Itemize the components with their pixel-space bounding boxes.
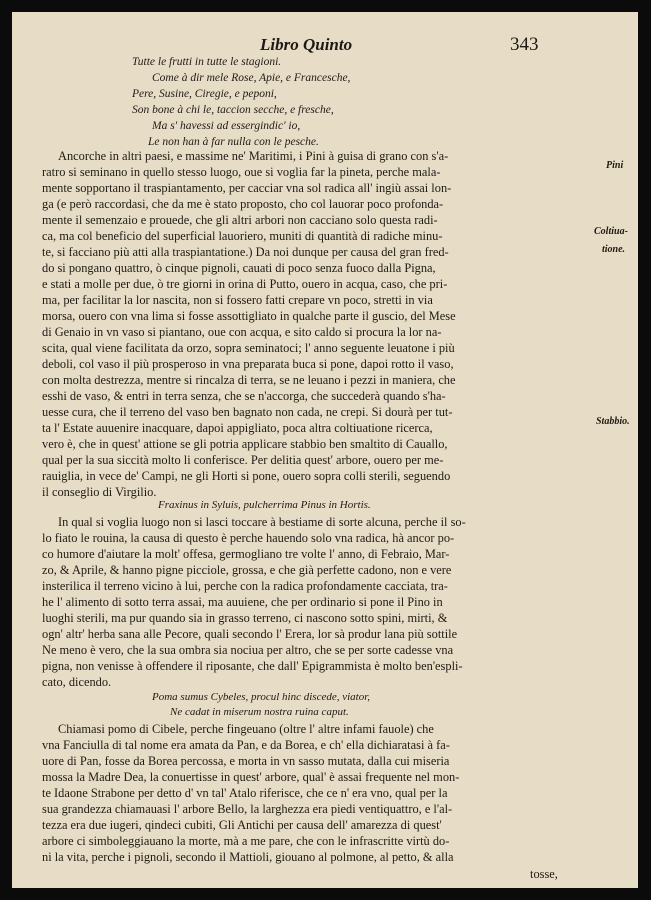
margin-note: Pini (606, 160, 624, 171)
text-line: In qual si voglia luogo non si lasci toccare à bestiame di sorte alcuna, perche il so- (58, 515, 466, 529)
text-line: Ne meno è vero, che la sua ombra sia nociua per altro, che se per sorte cadesse vna (42, 643, 454, 657)
verse-line: Pere, Susine, Ciregie, e peponi, (132, 88, 277, 100)
text-line: sua grandezza chiamauasi l' arbore Bello, la larghezza era piedi ventiquattro, e l'al- (42, 802, 453, 816)
text-line: ratro si seminano in quello stesso luogo, oue si voglia far la pineta, perche mala- (42, 165, 441, 179)
running-head: Libro Quinto (260, 35, 353, 54)
text-line: pigna, non venisse à offendere il riposante, che dall' Epigrammista è molto ben'espli- (42, 659, 463, 673)
text-line: vero è, che in quest' attione se gli potria applicare stabbio ben smaltito di Cauallo, (42, 437, 448, 451)
text-line: arbore ci simboleggiauano la morte, mà a me pare, che con le infrascritte virtù do- (42, 834, 450, 848)
text-line: Ancorche in altri paesi, e massime ne' Maritimi, i Pini à guisa di grano con s'a- (58, 149, 449, 163)
text-line: luoghi sterili, ma pur quando sia in grasso terreno, ci nascono sotto spini, mirti, & (42, 611, 448, 625)
text-line: ta l' Estate auuenire inacquare, dapoi appigliato, poca altra coltiuatione ricerca, (42, 421, 433, 435)
text-line: con molta destrezza, mentre si rincalza di terra, se ne leuano i pezzi in maniera, che (42, 373, 456, 387)
text-line: deboli, col vaso il più prosperoso in vna preparata buca si pone, dapoi rotto il vaso, (42, 357, 454, 371)
text-line: e stati a molle per due, ò tre giorni in orina di Putto, ouero in acqua, caso, che pri- (42, 277, 448, 291)
text-line: il conseglio di Virgilio. (42, 485, 157, 499)
verse-line: Tutte le frutti in tutte le stagioni. (132, 56, 282, 68)
margin-note: tione. (602, 244, 626, 255)
catchword: tosse, (530, 867, 558, 881)
text-line: uore di Pan, fosse da Borea percossa, e morta in vn sasso mutata, dalla cui miseria (42, 754, 450, 768)
margin-note: Coltiua- (594, 226, 628, 237)
text-line: mente sopportano il traspiantamento, per cacciar vna sol radica all' ingiù assai lon- (42, 181, 452, 195)
book-page (12, 12, 638, 888)
text-line: esshi de vaso, & entri in terra senza, che se n'accorga, che succederà quando s'ha- (42, 389, 446, 403)
text-line: vna Fanciulla di tal nome era amata da Pan, e da Borea, e ch' ella dichiaratasi à fa- (42, 738, 450, 752)
text-line: uesse cura, che il terreno del vaso ben bagnato non cada, ne crepi. Si dourà per tut- (42, 405, 453, 419)
text-line: di Genaio in vn vaso si piantano, oue con acqua, e sito caldo si procura la lor na- (42, 325, 442, 339)
text-line: ma, per facilitar la lor nascita, non si fossero fatti crepare vn poco, stretti in via (42, 293, 433, 307)
verse-line: Son bone à chi le, taccion secche, e fresche, (132, 104, 334, 116)
text-line: te, si facciano più atti alla traspiantatione.) Da noi dunque per causa del gran fred- (42, 245, 449, 259)
text-line: scita, qual viene facilitata da orzo, sopra seminatoci; l' anno seguente leuatone i più (42, 341, 455, 355)
verse-line: Come à dir mele Rose, Apie, e Francesche, (152, 72, 351, 84)
text-line: ogn' altr' herba sana alle Pecore, quali secondo l' Erera, lor sà produr lana più sottile (42, 627, 458, 641)
verse-line: Poma sumus Cybeles, procul hinc discede, viator, (152, 691, 371, 703)
text-line: ga (e però raccordasi, che da me è stato proposto, cho col lauorar poco profonda- (42, 197, 444, 211)
text-line: tezza era due iugeri, qindeci cubiti, Gli Antichi per causa dell' amarezza di quest' (42, 818, 442, 832)
text-line: insterilica il terreno vicino à lui, perche con la radica profondamente cacciata, tra- (42, 579, 448, 593)
text-line: mente il semenzaio e prouede, che gli altri arbori non cacciano solo questa radi- (42, 213, 438, 227)
text-line: qual per la sua siccità molto li conferisce. Per delitia quest' arbore, ouero per me- (42, 453, 444, 467)
text-line: rauiglia, in vece de' Campi, ne gli Horti si pone, ouero sopra colli sterili, seguendo (42, 469, 451, 483)
text-line: mossa la Madre Dea, la conuertisse in quest' arbore, qual' è assai frequente nel mon- (42, 770, 460, 784)
page-number: 343 (510, 34, 539, 55)
text-line: morsa, ouero con vna lima si fosse assottigliato in qualche parte il guscio, del Mese (42, 309, 456, 323)
text-line: ni la vita, perche i pignoli, secondo il Mattioli, giouano al polmone, al petto, & alla (42, 850, 454, 864)
text-line: cato, dicendo. (42, 675, 112, 689)
text-line: co humore d'aiutare la molt' offesa, germogliano tre volte l' anno, di Febraio, Mar- (42, 547, 450, 561)
verse-line: Ma s' havessi ad essergindic' io, (152, 120, 301, 132)
verse-line: Le non han à far nulla con le pesche. (148, 136, 319, 148)
citation: Fraxinus in Syluis, pulcherrima Pinus in Hortis. (158, 499, 371, 511)
text-line: zo, & Aprile, & hanno pigne picciole, grossa, e che già perfette cadono, non e vere (42, 563, 452, 577)
text-line: do si pongano quattro, ò cinque pignoli, cauati di poco senza fuoco dalla Pigna, (42, 261, 436, 275)
text-line: lo fiato le rouina, la causa di questo è perche hauendo solo vna radica, hà ancor po- (42, 531, 455, 545)
text-line: he l' alimento di sotto terra assai, ma auuiene, che per ordinario si pone il Pino in (42, 595, 443, 609)
text-line: Chiamasi pomo di Cibele, perche fingeuano (oltre l' altre infami fauole) che (58, 722, 434, 736)
text-line: ca, ma col beneficio del superficial lauoriero, muniti di quantità di radiche minu- (42, 229, 443, 243)
verse-line: Ne cadat in miserum nostra ruina caput. (170, 706, 349, 718)
text-line: te Idaone Strabone per detto d' vn tal' Atalo riferisce, che ce n' era vno, qual per la (42, 786, 448, 800)
margin-note: Stabbio. (596, 416, 630, 427)
